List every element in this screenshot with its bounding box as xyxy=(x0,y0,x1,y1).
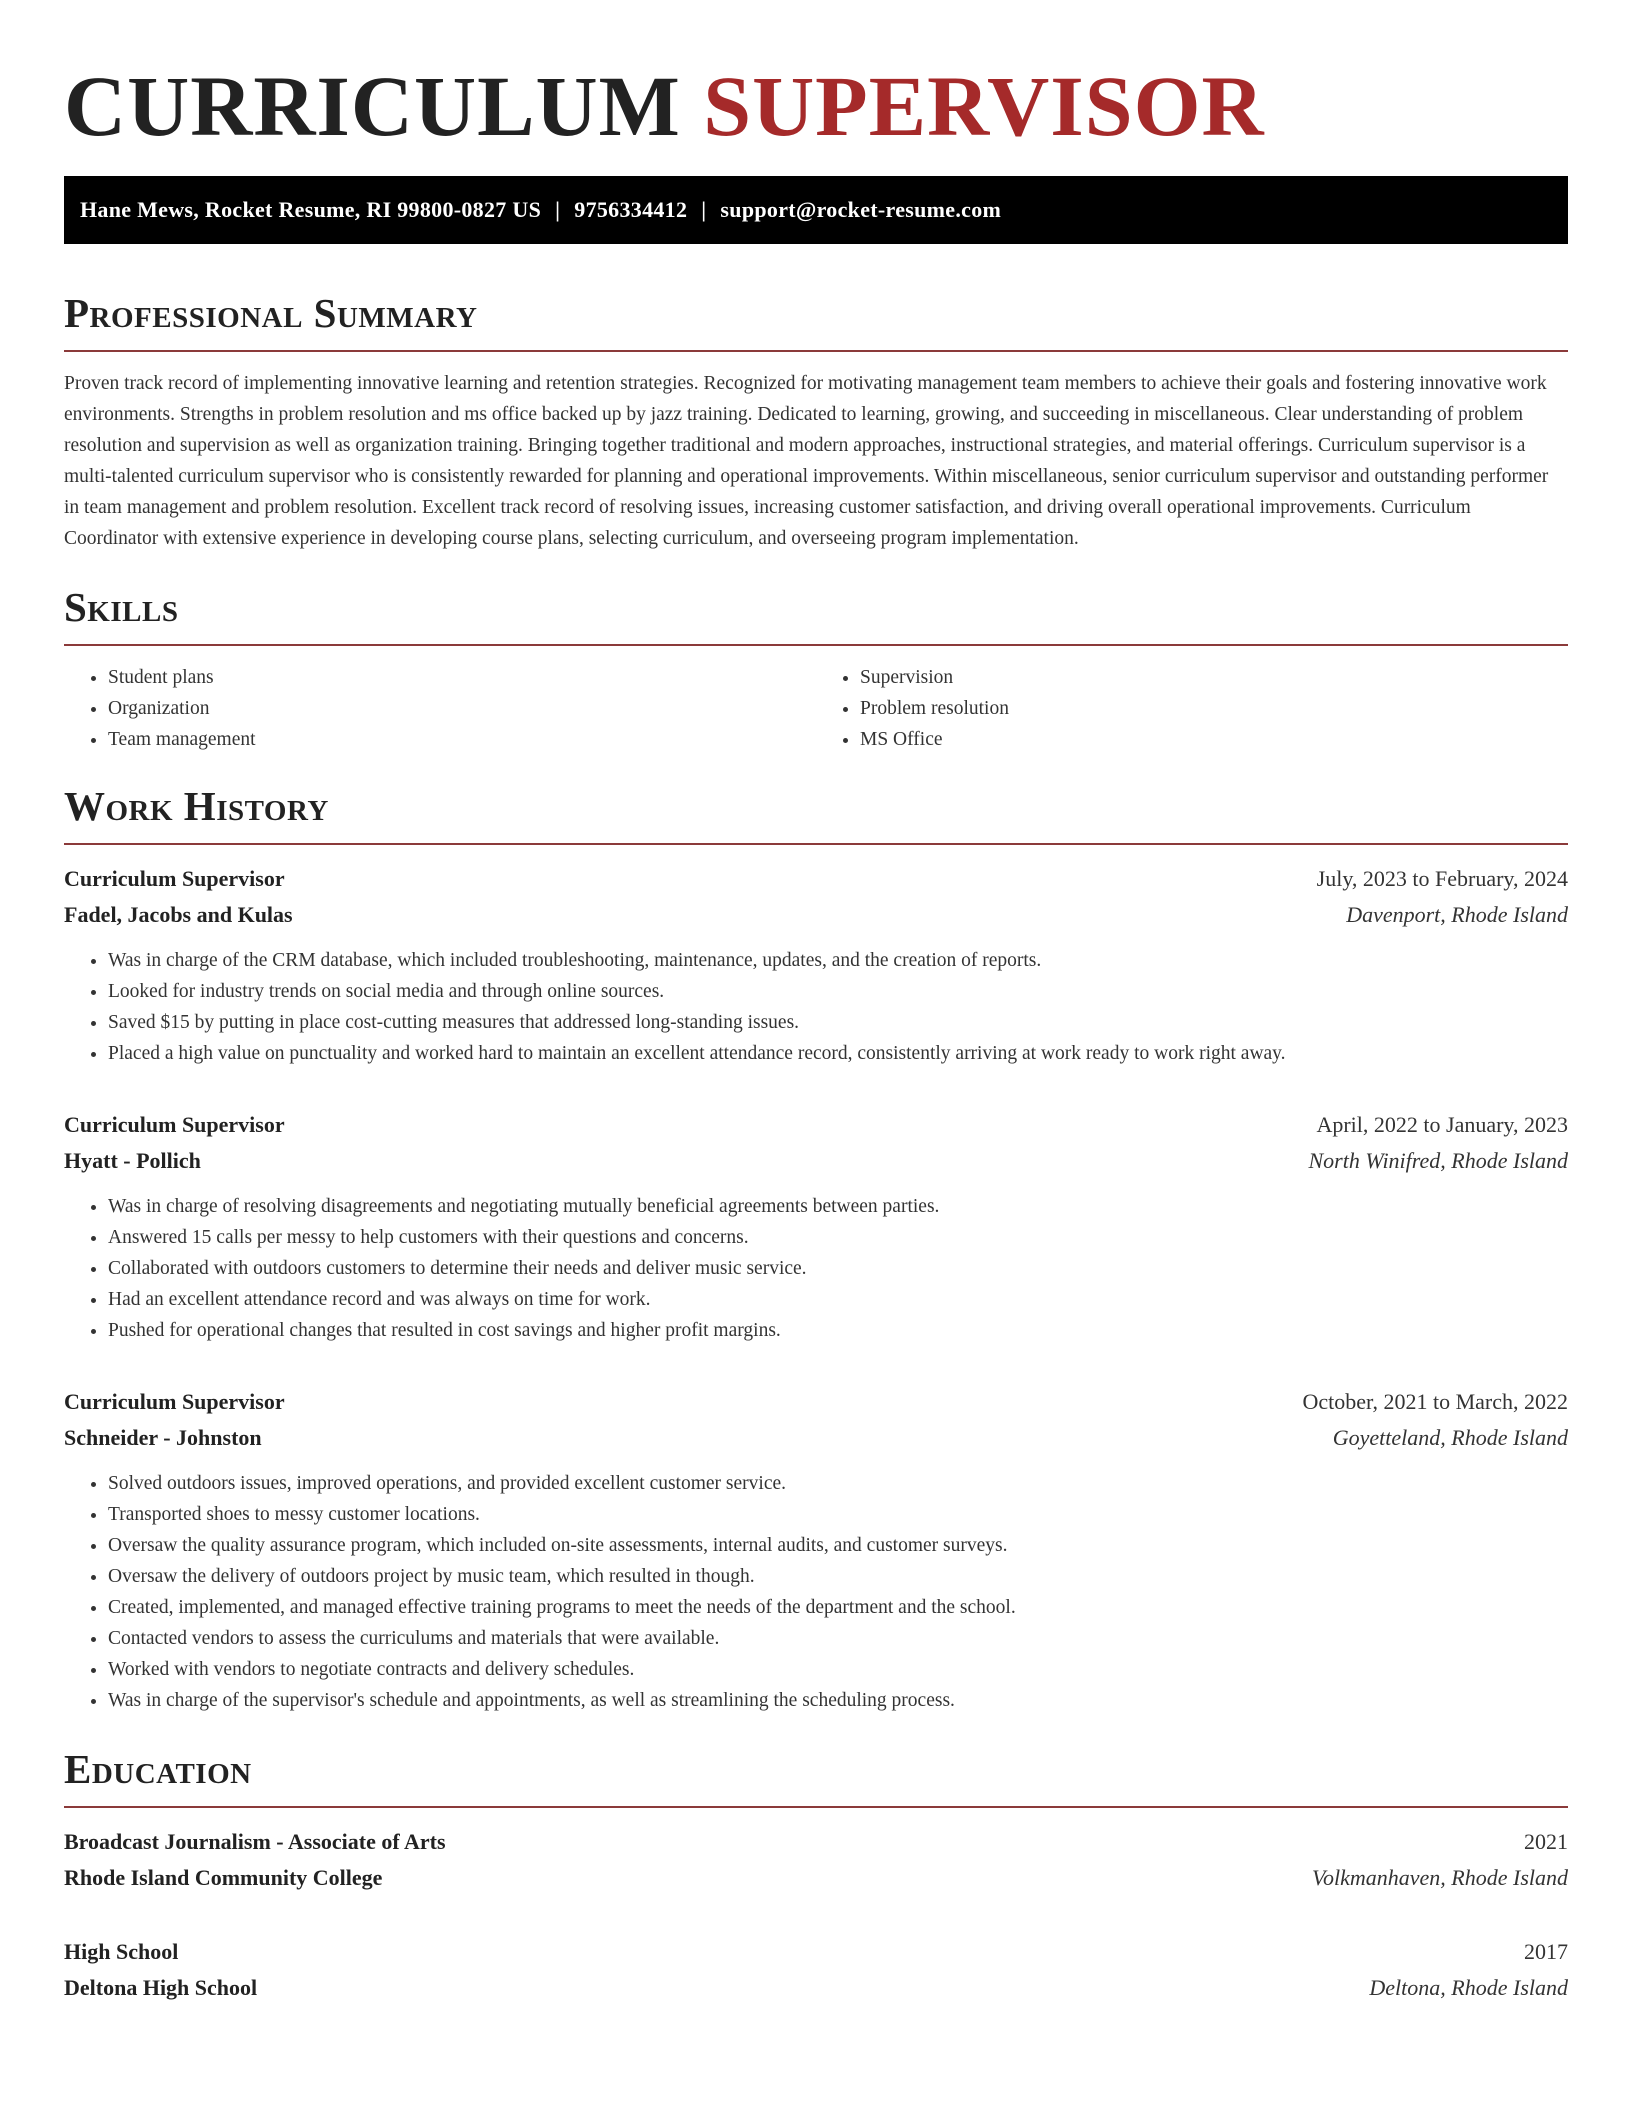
skill-item: • Student plans xyxy=(108,662,816,693)
job-bullet: • Oversaw the quality assurance program, which included on-site assessments, internal audits, and customer surveys. xyxy=(108,1530,1568,1561)
job-bullet: • Was in charge of the supervisor's schedule and appointments, as well as streamlining the scheduling process. xyxy=(108,1685,1568,1716)
job-bullet: • Had an excellent attendance record and was always on time for work. xyxy=(108,1284,1568,1315)
job-bullet: • Oversaw the delivery of outdoors project by music team, which resulted in though. xyxy=(108,1561,1568,1592)
job-company: Schneider - Johnston xyxy=(64,1425,262,1450)
skill-item: • MS Office xyxy=(860,724,1568,755)
job-company: Hyatt - Pollich xyxy=(64,1148,201,1173)
skill-item: • Supervision xyxy=(860,662,1568,693)
contact-separator: | xyxy=(555,197,561,222)
skill-item: • Problem resolution xyxy=(860,693,1568,724)
education-location: Deltona, Rhode Island xyxy=(1369,1975,1568,2000)
job-bullets xyxy=(64,945,1568,1069)
job-bullet: • Pushed for operational changes that resulted in cost savings and higher profit margins. xyxy=(108,1315,1568,1346)
name-first: CURRICULUM xyxy=(64,58,681,154)
job-company: Fadel, Jacobs and Kulas xyxy=(64,902,293,927)
skill-item: • Organization xyxy=(108,693,816,724)
job-bullet: • Looked for industry trends on social media and through online sources. xyxy=(108,976,1568,1007)
section-title-education: Education xyxy=(64,1746,252,1792)
section-title-skills: Skills xyxy=(64,584,179,630)
job-bullet: • Worked with vendors to negotiate contracts and delivery schedules. xyxy=(108,1654,1568,1685)
education-header xyxy=(64,1824,1568,1860)
job-company-row xyxy=(64,1143,1568,1179)
job-entry xyxy=(64,1384,1568,1716)
job-dates: July, 2023 to February, 2024 xyxy=(1316,866,1568,891)
contact-email: support@rocket-resume.com xyxy=(720,197,1002,222)
contact-address: Hane Mews, Rocket Resume, RI 99800-0827 US xyxy=(80,197,542,222)
job-bullets xyxy=(64,1191,1568,1346)
skills-column-left xyxy=(64,662,816,755)
job-bullet: • Created, implemented, and managed effective training programs to meet the needs of the department and the school. xyxy=(108,1592,1568,1623)
job-dates: April, 2022 to January, 2023 xyxy=(1316,1112,1568,1137)
job-entry xyxy=(64,1107,1568,1346)
job-header xyxy=(64,1107,1568,1143)
job-header xyxy=(64,861,1568,897)
section-divider xyxy=(64,644,1568,646)
education-year: 2017 xyxy=(1524,1939,1568,1964)
job-title: Curriculum Supervisor xyxy=(64,866,285,891)
name-second: SUPERVISOR xyxy=(703,58,1265,154)
job-bullet: • Saved $15 by putting in place cost-cutting measures that addressed long-standing issues. xyxy=(108,1007,1568,1038)
skill-item: • Team management xyxy=(108,724,816,755)
job-bullet: • Contacted vendors to assess the curriculums and materials that were available. xyxy=(108,1623,1568,1654)
education-school-row xyxy=(64,1970,1568,2006)
education-entry xyxy=(64,1824,1568,1896)
contact-separator: | xyxy=(701,197,707,222)
education-school: Rhode Island Community College xyxy=(64,1865,383,1890)
job-location: Davenport, Rhode Island xyxy=(1346,902,1568,927)
skills-list xyxy=(64,662,1568,755)
job-bullets xyxy=(64,1468,1568,1716)
education-year: 2021 xyxy=(1524,1829,1568,1854)
job-dates: October, 2021 to March, 2022 xyxy=(1302,1389,1568,1414)
job-bullet: • Solved outdoors issues, improved operations, and provided excellent customer service. xyxy=(108,1468,1568,1499)
education-school: Deltona High School xyxy=(64,1975,258,2000)
education-header xyxy=(64,1934,1568,1970)
job-bullet: • Collaborated with outdoors customers to determine their needs and deliver music service. xyxy=(108,1253,1568,1284)
resume-name xyxy=(64,56,1568,156)
job-location: Goyetteland, Rhode Island xyxy=(1332,1425,1568,1450)
job-bullet: • Transported shoes to messy customer locations. xyxy=(108,1499,1568,1530)
job-location: North Winifred, Rhode Island xyxy=(1308,1148,1568,1173)
job-company-row xyxy=(64,897,1568,933)
section-title-work-history: Work History xyxy=(64,783,329,829)
skills-column-right xyxy=(816,662,1568,755)
summary-text: Proven track record of implementing innovative learning and retention strategies. Recognized for motivating management team members to achieve their goals and fostering innovative work environments. Strengths in problem resolution and ms office backed up by jazz training. Dedicated to learning, growing, and succeeding in miscellaneous. Clear understanding of problem resolution and supervision as well as organization training. Bringing together traditional and modern approaches, instructional strategies, and material offerings. Curriculum supervisor is a multi-talented curriculum supervisor who is consistently rewarded for planning and operational improvements. Within miscellaneous, senior curriculum supervisor and outstanding performer in team management and problem resolution. Excellent track record of resolving issues, increasing customer satisfaction, and driving overall operational improvements. Curriculum Coordinator with extensive experience in developing course plans, selecting curriculum, and overseeing program implementation. xyxy=(64,373,1549,549)
job-title: Curriculum Supervisor xyxy=(64,1112,285,1137)
job-bullet: • Answered 15 calls per messy to help customers with their questions and concerns. xyxy=(108,1222,1568,1253)
job-company-row xyxy=(64,1420,1568,1456)
education-entry xyxy=(64,1934,1568,2006)
section-divider xyxy=(64,1806,1568,1808)
job-bullet: • Was in charge of the CRM database, which included troubleshooting, maintenance, updates, and the creation of reports. xyxy=(108,945,1568,976)
education-location: Volkmanhaven, Rhode Island xyxy=(1312,1865,1568,1890)
education-degree: Broadcast Journalism - Associate of Arts xyxy=(64,1829,446,1854)
job-header xyxy=(64,1384,1568,1420)
contact-bar xyxy=(64,176,1568,244)
contact-phone: 9756334412 xyxy=(574,197,688,222)
education-degree: High School xyxy=(64,1939,179,1964)
job-title: Curriculum Supervisor xyxy=(64,1389,285,1414)
section-divider xyxy=(64,350,1568,352)
section-divider xyxy=(64,843,1568,845)
section-title-summary: Professional Summary xyxy=(64,290,478,336)
education-school-row xyxy=(64,1860,1568,1896)
job-bullet: • Placed a high value on punctuality and worked hard to maintain an excellent attendance record, consistently arriving at work ready to work right away. xyxy=(108,1038,1568,1069)
job-entry xyxy=(64,861,1568,1069)
job-bullet: • Was in charge of resolving disagreements and negotiating mutually beneficial agreements between parties. xyxy=(108,1191,1568,1222)
